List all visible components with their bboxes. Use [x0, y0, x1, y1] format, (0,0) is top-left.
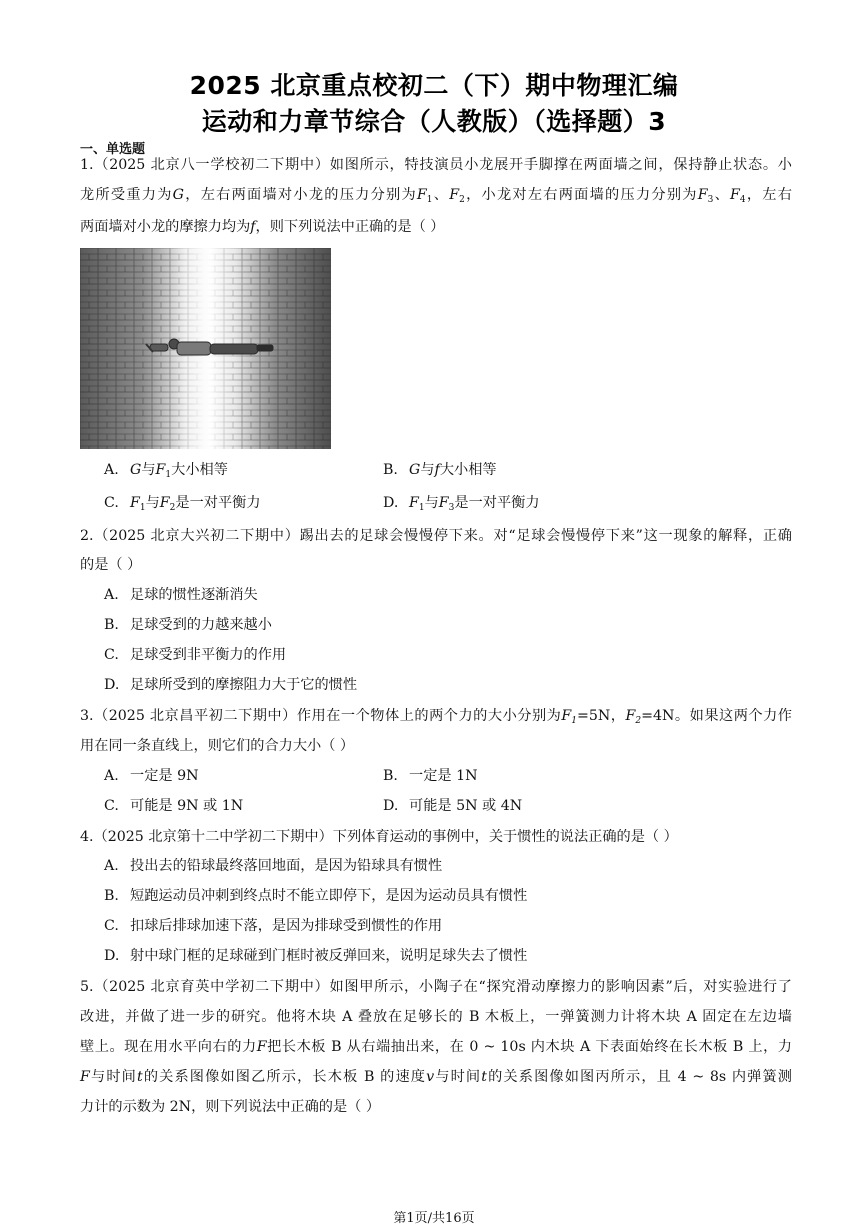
q5-line-2: 改进，并做了进一步的研究。他将木块 A 叠放在足够长的 B 木板上，一弹簧测力计将木块 A 固定在左边墙 — [80, 1009, 792, 1025]
q4-option-a: A. 投出去的铅球最终落回地面，是因为铅球具有惯性 — [104, 858, 443, 874]
q3-option-a: A. 一定是 9N — [104, 768, 199, 784]
q3-option-d: D. 可能是 5N 或 4N — [383, 798, 523, 814]
stuntman-between-walls-image — [80, 248, 331, 449]
title-line-2: 运动和力章节综合（人教版）（选择题）3 — [201, 107, 667, 136]
q2-option-c: C. 足球受到非平衡力的作用 — [104, 647, 287, 663]
q4-option-d: D. 射中球门框的足球碰到门框时被反弹回来，说明足球失去了惯性 — [104, 948, 528, 964]
q4-option-c: C. 扣球后排球加速下落，是因为排球受到惯性的作用 — [104, 918, 443, 934]
q1-line-3: 两面墙对小龙的摩擦力均为f，则下列说法中正确的是（ ） — [80, 219, 445, 235]
q2-option-d: D. 足球所受到的摩擦阻力大于它的惯性 — [104, 677, 358, 693]
q3-option-b: B. 一定是 1N — [383, 768, 478, 784]
page-number-footer: 第1页/共16页 — [393, 1211, 475, 1226]
q4-option-b: B. 短跑运动员冲刺到终点时不能立即停下，是因为运动员具有惯性 — [104, 888, 528, 904]
q5-line-3: 壁上。现在用水平向右的力F把长木板 B 从右端抽出来，在 0 ~ 10s 内木块 A 下表面始终在长木板 B 上，力 — [80, 1039, 792, 1055]
q2-option-b: B. 足球受到的力越来越小 — [104, 617, 272, 633]
q3-line-2: 用在同一条直线上，则它们的合力大小（ ） — [80, 738, 355, 754]
q1-option-b: B. G与f大小相等 — [383, 462, 497, 478]
q1-option-d: D. $F_1$与$F_3$是一对平衡力 — [383, 495, 540, 513]
section-heading: 一、单选题 — [80, 142, 146, 157]
q1-line-2: 龙所受重力为G，左右两面墙对小龙的压力分别为$F_1$、$F_2$，小龙对左右两面墙的压力分别为$F_3$、$F_4$，左右 — [80, 187, 792, 205]
q1-option-a: A. G与$F_1$大小相等 — [104, 462, 228, 480]
q1-line-1: 1.（2025 北京八一学校初二下期中）如图所示，特技演员小龙展开手脚撑在两面墙之间，保持静止状态。小 — [80, 157, 792, 173]
q4-line-1: 4.（2025 北京第十二中学初二下期中）下列体育运动的事例中，关于惯性的说法正确的是（ ） — [80, 829, 678, 845]
q2-option-a: A. 足球的惯性逐渐消失 — [104, 587, 258, 603]
q5-line-4: F与时间t的关系图像如图乙所示，长木板 B 的速度v与时间t的关系图像如图丙所示，且 4 ~ 8s 内弹簧测 — [80, 1069, 792, 1085]
q5-line-5: 力计的示数为 2N，则下列说法中正确的是（ ） — [80, 1099, 381, 1115]
q2-line-1: 2.（2025 北京大兴初二下期中）踢出去的足球会慢慢停下来。对“足球会慢慢停下来”这一现象的解释，正确 — [80, 528, 792, 544]
q1-option-c: C. $F_1$与$F_2$是一对平衡力 — [104, 495, 261, 513]
q3-line-1: 3.（2025 北京昌平初二下期中）作用在一个物体上的两个力的大小分别为$F_1=5N$，$F_2=4N$。如果这两个力作 — [80, 708, 792, 726]
q2-line-2: 的是（ ） — [80, 557, 142, 573]
title-line-1: 2025 北京重点校初二（下）期中物理汇编 — [189, 71, 679, 100]
q5-line-1: 5.（2025 北京育英中学初二下期中）如图甲所示，小陶子在“探究滑动摩擦力的影响因素”后，对实验进行了 — [80, 979, 792, 995]
q3-option-c: C. 可能是 9N 或 1N — [104, 798, 244, 814]
